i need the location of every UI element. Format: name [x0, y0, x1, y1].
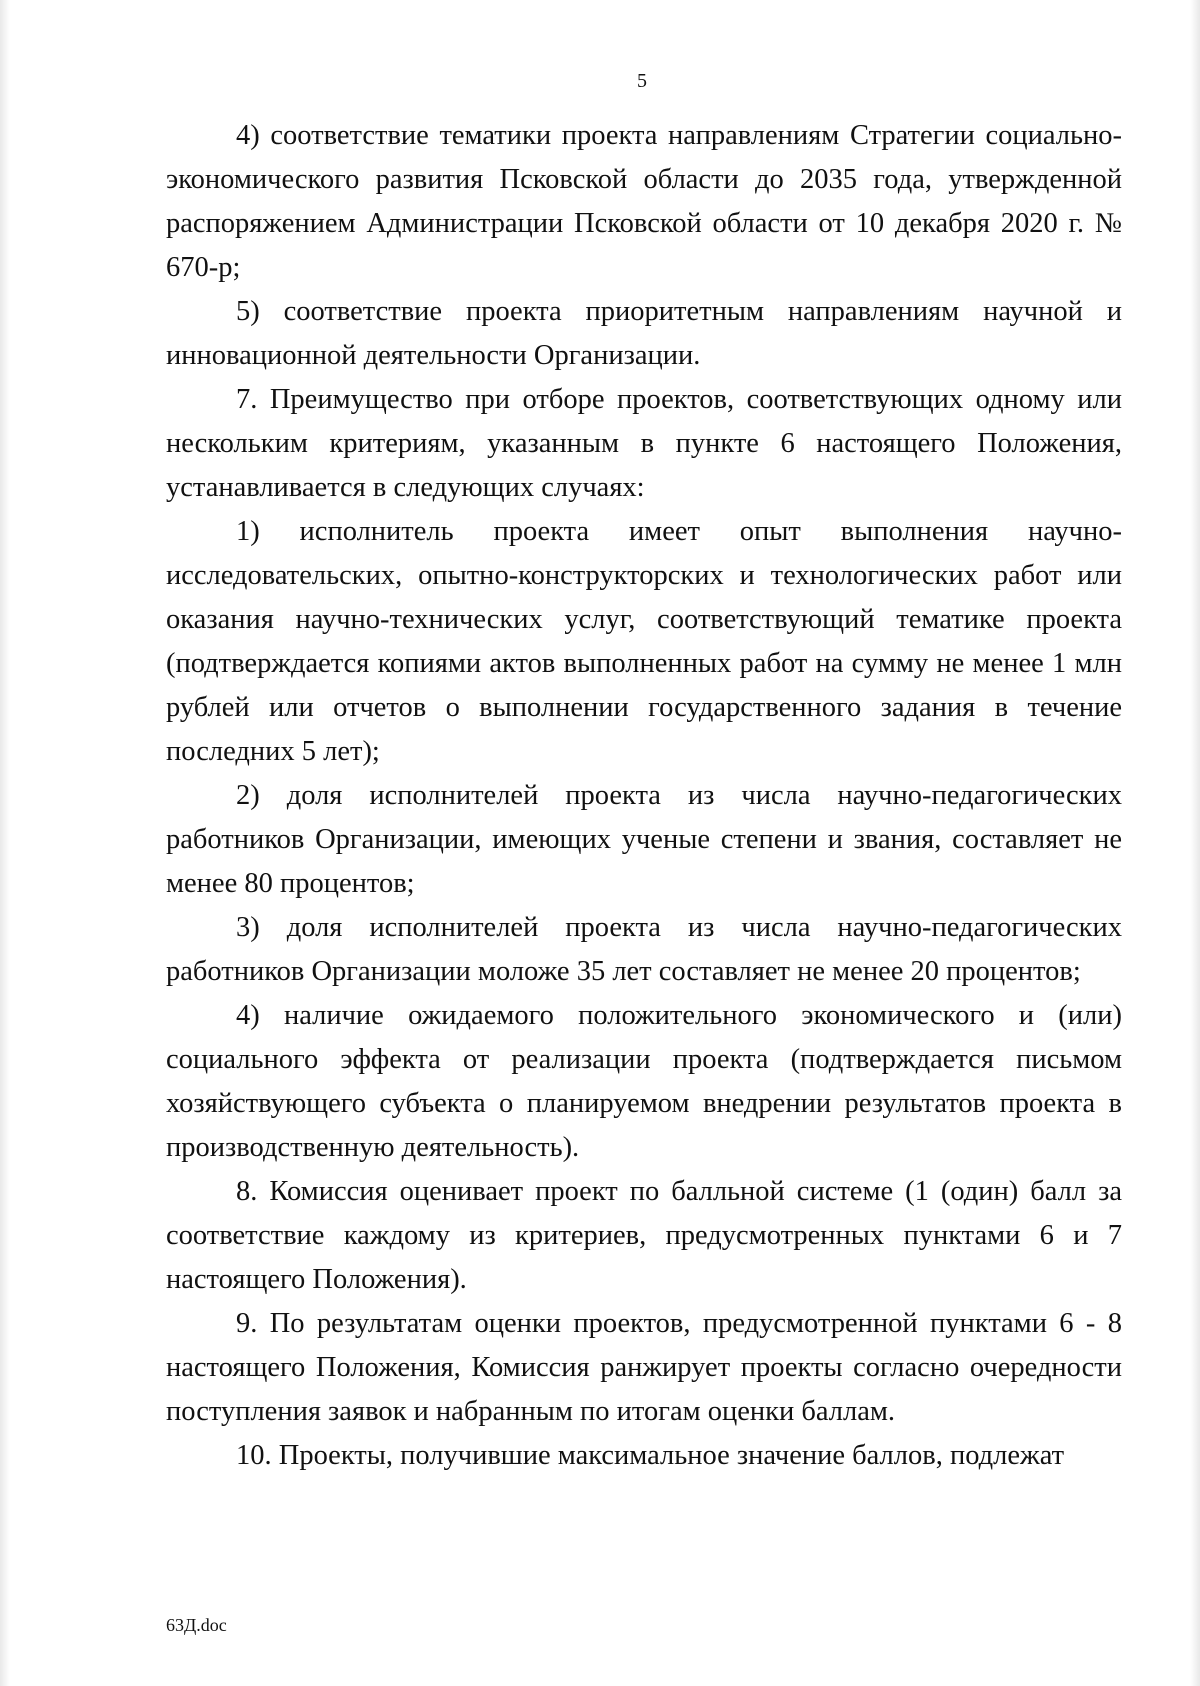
paragraph-clause-7-item-4: 4) наличие ожидаемого положительного экономического и (или) социального эффекта от реализации проекта (подтверждается письмом хозяйствующего субъекта о планируемом внедрении результатов проекта в производственную деятельность).	[166, 1000, 1122, 1163]
paragraph-item-5-priorities: 5) соответствие проекта приоритетным направлениям научной и инновационной деятельности Организации.	[166, 296, 1122, 371]
scan-edge-left	[0, 0, 10, 1686]
footer-file-code: 63Д.doc	[166, 1615, 227, 1635]
paragraph-clause-7-item-2: 2) доля исполнителей проекта из числа научно-педагогических работников Организации, имеющих ученые степени и звания, составляет не менее 80 процентов;	[166, 780, 1122, 899]
paragraph-clause-10: 10. Проекты, получившие максимальное значение баллов, подлежат	[236, 1440, 1065, 1471]
page-number: 5	[637, 70, 647, 92]
paragraph-clause-7: 7. Преимущество при отборе проектов, соответствующих одному или нескольким критериям, указанным в пункте 6 настоящего Положения, устанавливается в следующих случаях:	[166, 384, 1122, 503]
paragraph-clause-9: 9. По результатам оценки проектов, предусмотренной пунктами 6 - 8 настоящего Положения, Комиссия ранжирует проекты согласно очередности поступления заявок и набранным по итогам оценки баллам.	[166, 1308, 1122, 1427]
paragraph-clause-8: 8. Комиссия оценивает проект по балльной системе (1 (один) балл за соответствие каждому из критериев, предусмотренных пунктами 6 и 7 настоящего Положения).	[166, 1176, 1122, 1295]
document-body	[166, 114, 1122, 1478]
scan-edge-right	[1190, 0, 1200, 1686]
paragraph-clause-7-item-1: 1) исполнитель проекта имеет опыт выполнения научно-исследовательских, опытно-конструкторских и технологических работ или оказания научно-технических услуг, соответствующий тематике проекта (подтверждается копиями актов выполненных работ на сумму не менее 1 млн рублей или отчетов о выполнении государственного задания в течение последних 5 лет);	[166, 516, 1122, 767]
paragraph-clause-7-item-3: 3) доля исполнителей проекта из числа научно-педагогических работников Организации моложе 35 лет составляет не менее 20 процентов;	[166, 912, 1122, 987]
paragraph-item-4-strategy: 4) соответствие тематики проекта направлениям Стратегии социально-экономического развития Псковской области до 2035 года, утвержденной распоряжением Администрации Псковской области от 10 декабря 2020 г. № 670-р;	[166, 120, 1122, 283]
